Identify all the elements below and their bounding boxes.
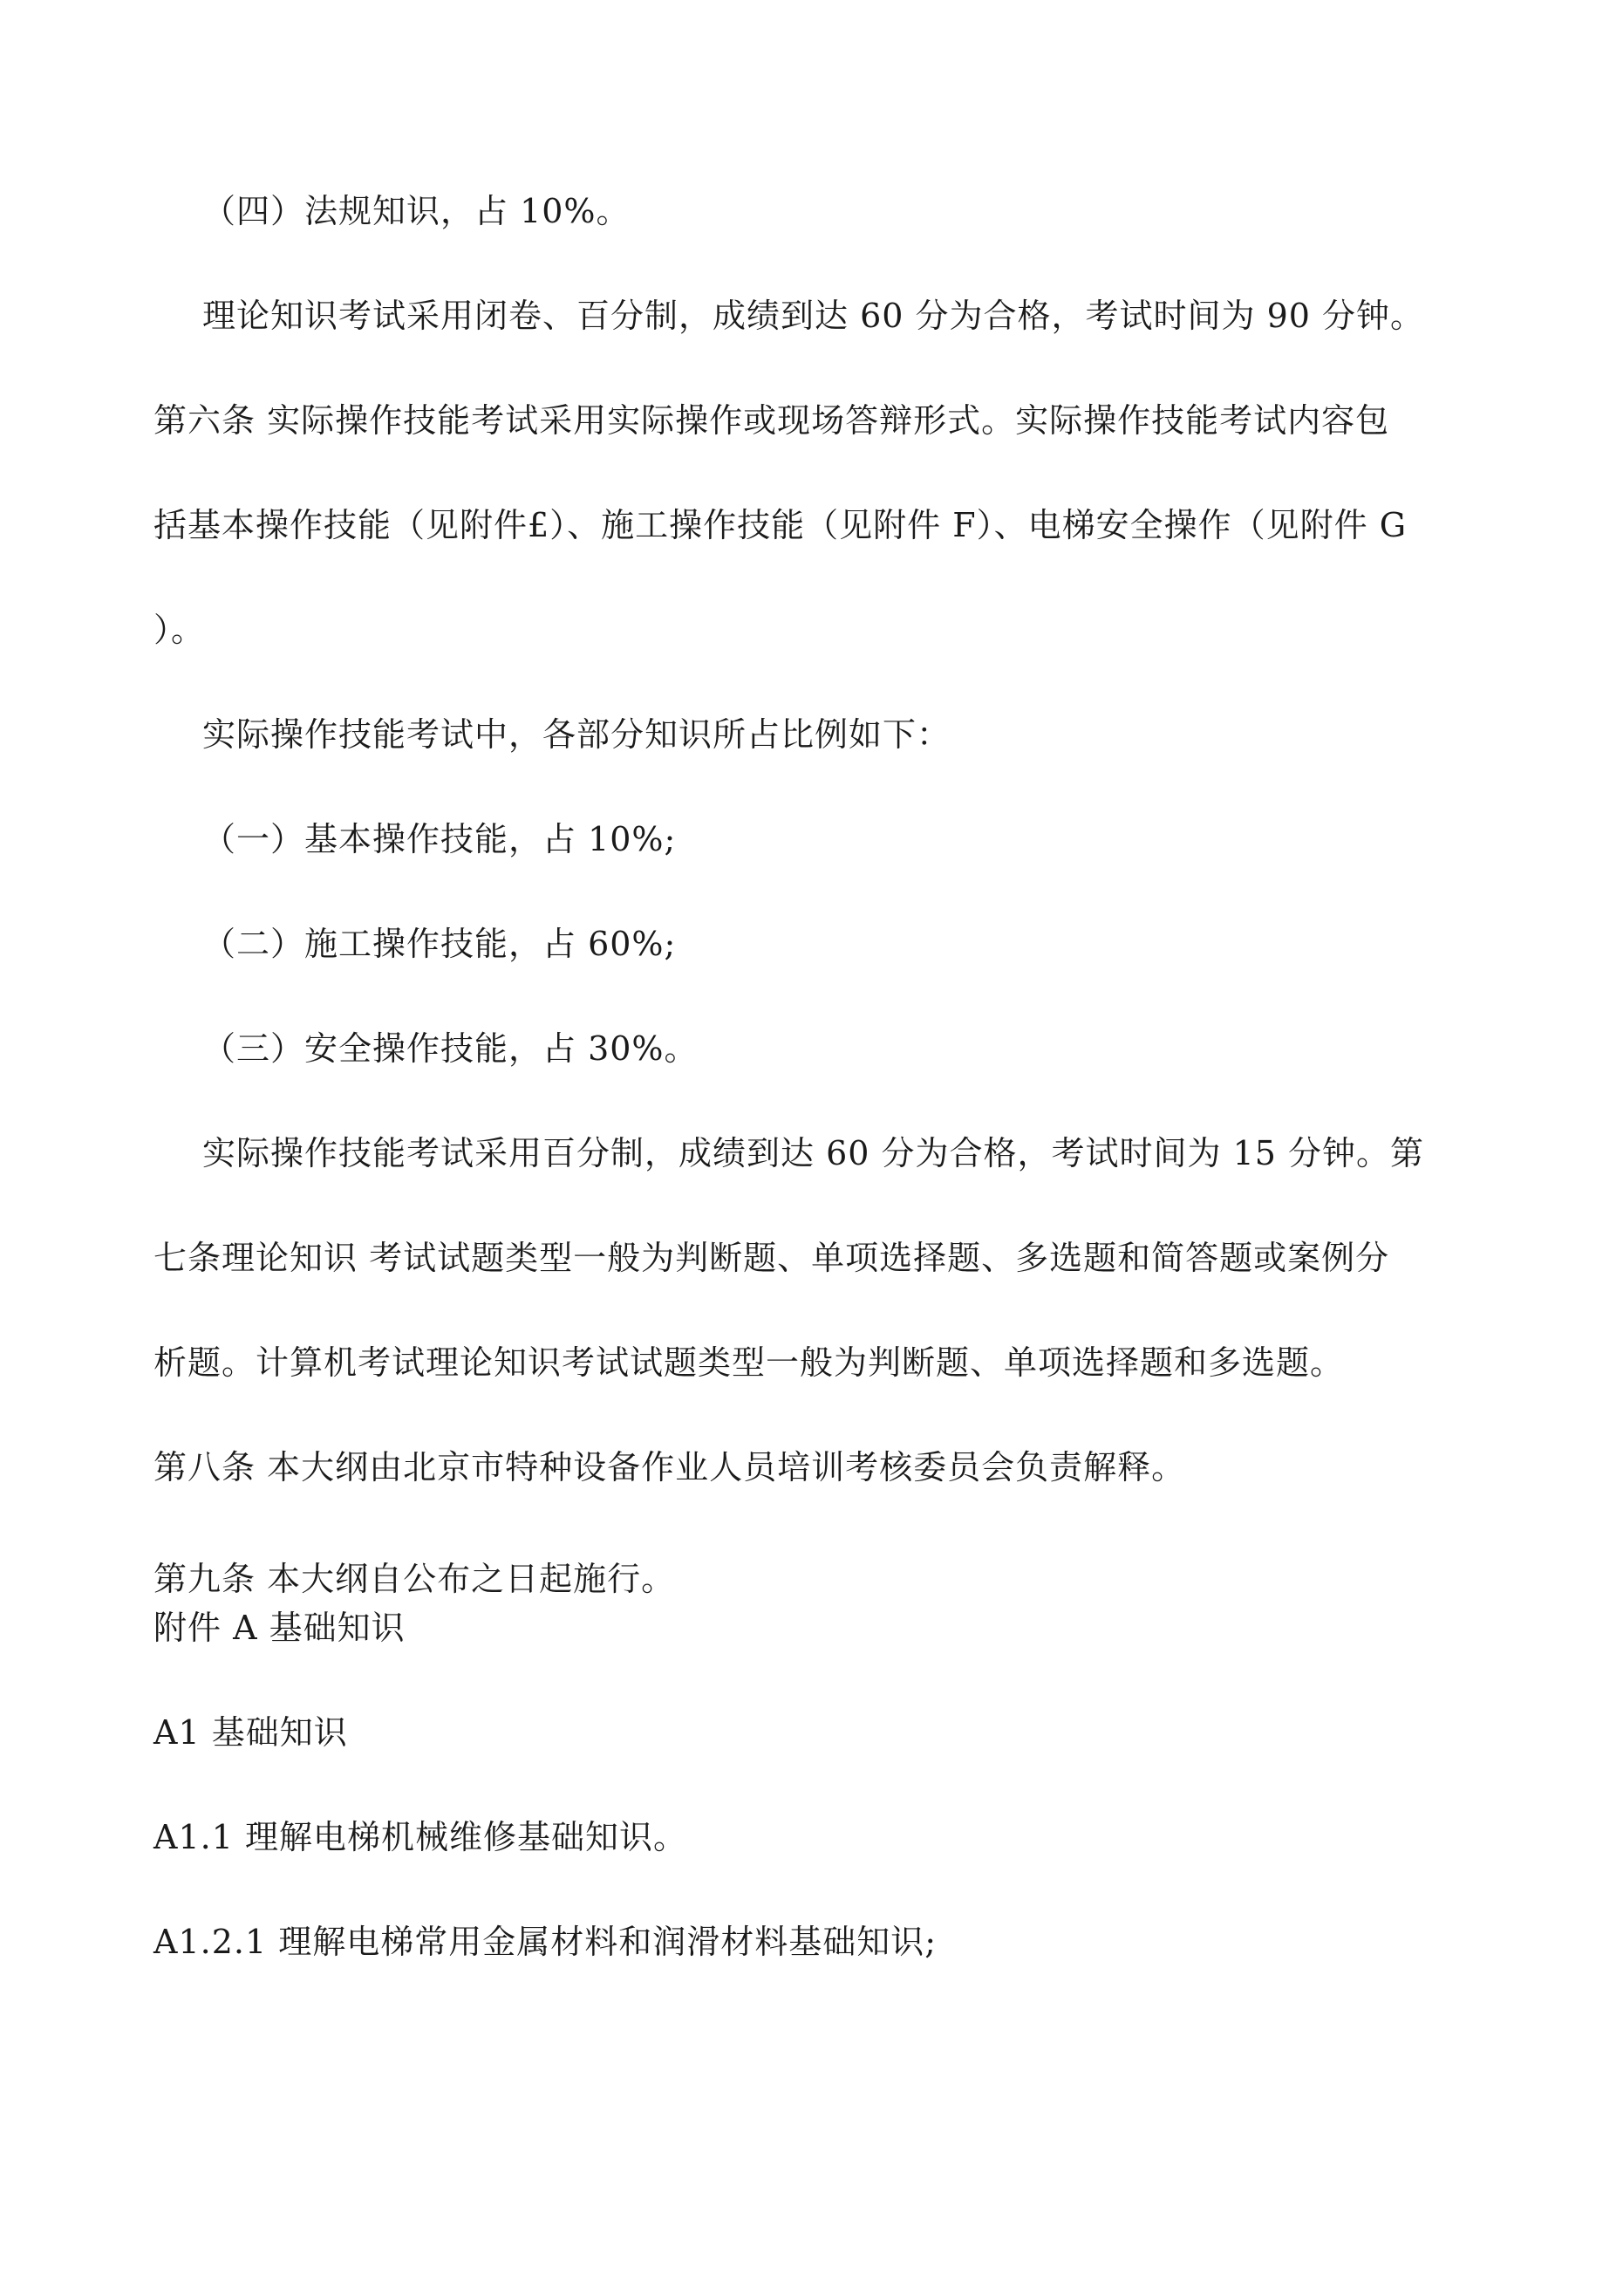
text-line: 第九条 本大纲自公布之日起施行。 bbox=[153, 1560, 676, 1598]
text-line: 括基本操作技能（见附件£）、施工操作技能（见附件 F）、电梯安全操作（见附件 G bbox=[153, 506, 1408, 544]
text-line: （四）法规知识，占 10%。 bbox=[202, 192, 631, 230]
text-line: 实际操作技能考试中，各部分知识所占比例如下： bbox=[202, 715, 951, 754]
text-line: A1.2.1 理解电梯常用金属材料和润滑材料基础知识; bbox=[153, 1923, 938, 1961]
text-line: A1.1 理解电梯机械维修基础知识。 bbox=[153, 1818, 687, 1856]
text-line: ）。 bbox=[153, 611, 206, 649]
text-line: （三）安全操作技能，占 30%。 bbox=[202, 1029, 699, 1068]
text-line: 第八条 本大纲由北京市特种设备作业人员培训考核委员会负责解释。 bbox=[153, 1448, 1186, 1486]
text-line: 析题。计算机考试理论知识考试试题类型一般为判断题、单项选择题和多选题。 bbox=[153, 1343, 1345, 1382]
text-line: （一）基本操作技能，占 10%; bbox=[202, 820, 677, 858]
text-line: （二）施工操作技能，占 60%; bbox=[202, 925, 677, 963]
text-line: 附件 A 基础知识 bbox=[153, 1609, 406, 1647]
text-line: 理论知识考试采用闭卷、百分制，成绩到达 60 分为合格，考试时间为 90 分钟。 bbox=[202, 297, 1425, 335]
text-line: 第六条 实际操作技能考试采用实际操作或现场答辩形式。实际操作技能考试内容包 bbox=[153, 401, 1390, 440]
text-line: 七条理论知识 考试试题类型一般为判断题、单项选择题、多选题和简答题或案例分 bbox=[153, 1239, 1390, 1277]
text-line: 实际操作技能考试采用百分制，成绩到达 60 分为合格，考试时间为 15 分钟。第 bbox=[202, 1134, 1425, 1172]
text-line: A1 基础知识 bbox=[153, 1713, 348, 1752]
